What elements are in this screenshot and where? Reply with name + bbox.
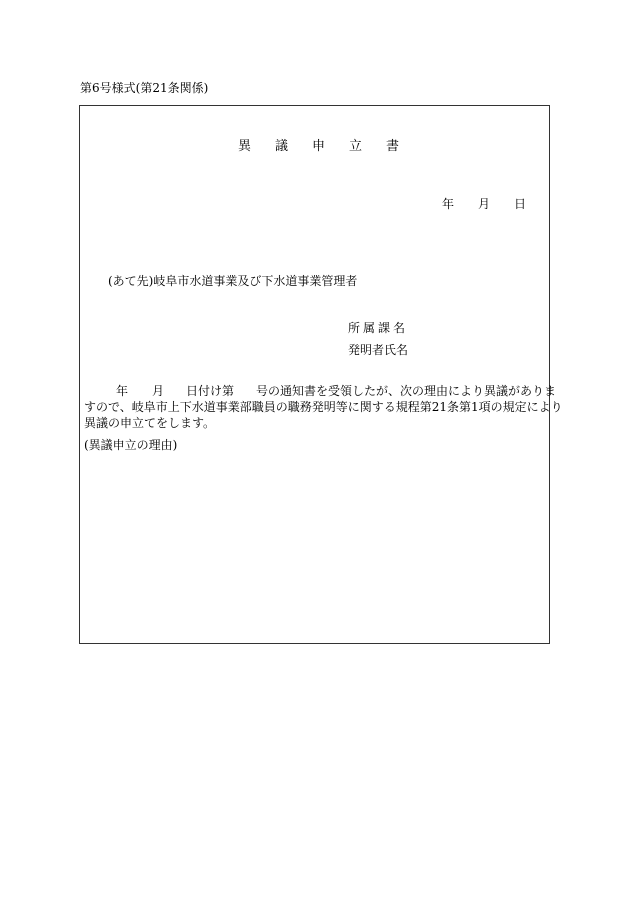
date-year-label: 年 xyxy=(442,197,455,211)
body-year: 年 xyxy=(116,384,129,398)
form-frame xyxy=(79,105,563,644)
objection-statement xyxy=(84,383,563,431)
reason-heading: (異議申立の理由) xyxy=(84,438,178,452)
body-line1-rest: 号の通知書を受領したが、次の理由により異議がありま xyxy=(256,384,557,398)
title-char: 申 xyxy=(312,139,326,154)
applicant-department-label: 所属課名 xyxy=(348,321,409,335)
addressee: (あて先)岐阜市水道事業及び下水道事業管理者 xyxy=(108,274,358,288)
applicant-name-label: 発明者氏名 xyxy=(348,343,409,357)
body-month: 月 xyxy=(152,384,165,398)
form-number: 第6号様式(第21条関係) xyxy=(80,81,209,95)
date-day-label: 日 xyxy=(514,197,527,211)
date-line xyxy=(442,195,550,212)
statement-line-1 xyxy=(84,383,557,399)
document-title xyxy=(238,135,423,154)
title-char: 異 xyxy=(238,139,252,154)
body-day-number: 日付け第 xyxy=(186,384,235,398)
title-char: 立 xyxy=(349,139,363,154)
statement-line-3: 異議の申立てをします。 xyxy=(84,416,216,430)
date-month-label: 月 xyxy=(478,197,491,211)
title-char: 議 xyxy=(275,139,289,154)
title-char: 書 xyxy=(386,139,400,154)
statement-line-2: すので、岐阜市上下水道事業部職員の職務発明等に関する規程第21条第1項の規定により xyxy=(84,400,563,414)
